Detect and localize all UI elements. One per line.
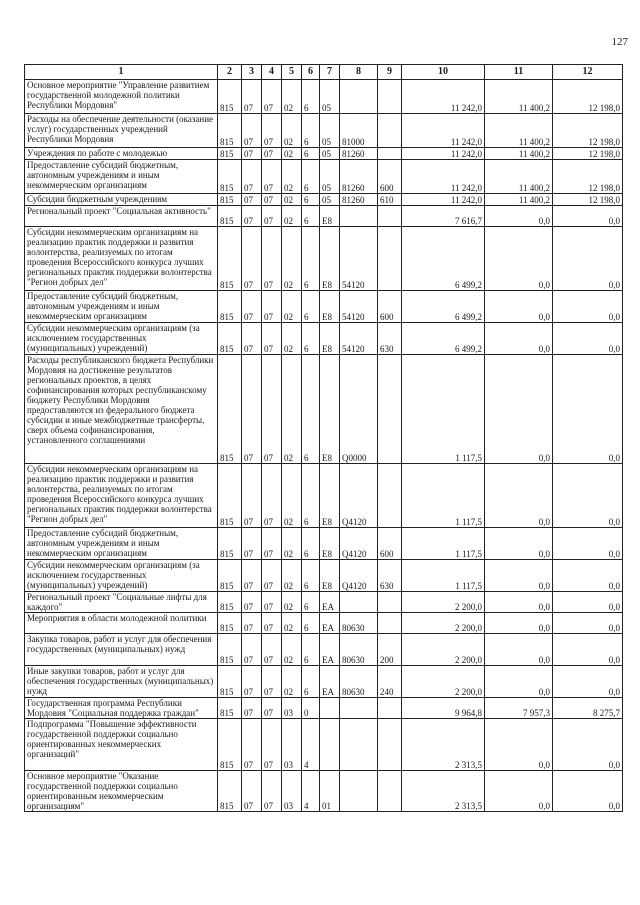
cell-col-10: 6 499,2 (402, 323, 485, 355)
cell-col-7: 05 (320, 80, 340, 114)
table-row (25, 666, 623, 698)
cell-col-11: 0,0 (485, 227, 553, 291)
cell-col-7: E8 (320, 355, 340, 464)
cell-col-8 (340, 771, 378, 812)
cell-col-2: 815 (218, 206, 242, 227)
cell-col-2: 815 (218, 323, 242, 355)
cell-col-9 (378, 698, 402, 719)
cell-col-6: 6 (302, 355, 320, 464)
cell-col-5: 03 (282, 698, 302, 719)
cell-col-12: 0,0 (553, 771, 623, 812)
cell-col-3: 07 (242, 291, 262, 323)
cell-col-3: 07 (242, 528, 262, 560)
cell-col-4: 07 (262, 148, 282, 160)
table-row (25, 560, 623, 592)
cell-col-7: E8 (320, 464, 340, 528)
cell-col-6: 6 (302, 80, 320, 114)
cell-col-5: 02 (282, 160, 302, 194)
cell-col-8 (340, 206, 378, 227)
cell-col-6: 6 (302, 227, 320, 291)
cell-col-12: 0,0 (553, 291, 623, 323)
column-header: 2 (218, 65, 242, 80)
cell-col-6: 6 (302, 160, 320, 194)
cell-col-6: 0 (302, 698, 320, 719)
cell-col-6: 6 (302, 194, 320, 206)
cell-col-5: 02 (282, 666, 302, 698)
cell-col-10: 11 242,0 (402, 194, 485, 206)
column-header: 1 (25, 65, 218, 80)
cell-col-6: 6 (302, 613, 320, 634)
cell-col-4: 07 (262, 528, 282, 560)
cell-col-8: 80630 (340, 666, 378, 698)
cell-col-11: 0,0 (485, 666, 553, 698)
cell-col-2: 815 (218, 80, 242, 114)
cell-col-6: 6 (302, 291, 320, 323)
column-header: 7 (320, 65, 340, 80)
cell-col-5: 03 (282, 771, 302, 812)
cell-col-3: 07 (242, 464, 262, 528)
cell-col-11: 0,0 (485, 613, 553, 634)
cell-col-6: 4 (302, 719, 320, 771)
column-header: 3 (242, 65, 262, 80)
cell-col-10: 9 964,8 (402, 698, 485, 719)
cell-col-9 (378, 80, 402, 114)
cell-col-6: 6 (302, 666, 320, 698)
cell-col-9 (378, 592, 402, 613)
cell-col-12: 0,0 (553, 634, 623, 666)
cell-col-10: 2 200,0 (402, 592, 485, 613)
column-header: 5 (282, 65, 302, 80)
cell-col-2: 815 (218, 148, 242, 160)
cell-col-6: 6 (302, 528, 320, 560)
cell-col-3: 07 (242, 355, 262, 464)
cell-row-name: Расходы республиканского бюджета Республики Мордовия на достижение результатов региональных проектов, в целях софинансирования которых республиканскому бюджету Республики Мордовия предоставляются из федерального бюджета субсидии и иные межбюджетные трансферты, сверх объема софинансирования, установленного соглашениями (25, 355, 218, 464)
cell-col-9 (378, 355, 402, 464)
cell-col-8 (340, 698, 378, 719)
cell-col-9 (378, 148, 402, 160)
table-row (25, 206, 623, 227)
cell-col-3: 07 (242, 148, 262, 160)
cell-col-10: 1 117,5 (402, 355, 485, 464)
table-row (25, 291, 623, 323)
cell-col-7 (320, 719, 340, 771)
cell-col-3: 07 (242, 613, 262, 634)
cell-col-7: E8 (320, 291, 340, 323)
cell-col-4: 07 (262, 560, 282, 592)
cell-col-11: 0,0 (485, 560, 553, 592)
cell-row-name: Мероприятия в области молодежной политики (25, 613, 218, 634)
cell-row-name: Субсидии бюджетным учреждениям (25, 194, 218, 206)
cell-col-4: 07 (262, 613, 282, 634)
table-row (25, 592, 623, 613)
cell-row-name: Основное мероприятие "Управление развитием государственной молодежной политики Республики Мордовия" (25, 80, 218, 114)
table-row (25, 80, 623, 114)
cell-row-name: Предоставление субсидий бюджетным, автономным учреждениям и иным некоммерческим организациям (25, 160, 218, 194)
table-row (25, 771, 623, 812)
cell-col-3: 07 (242, 227, 262, 291)
cell-col-9: 600 (378, 528, 402, 560)
column-header: 9 (378, 65, 402, 80)
table-row (25, 464, 623, 528)
cell-col-9 (378, 114, 402, 148)
cell-col-3: 07 (242, 160, 262, 194)
cell-col-11: 0,0 (485, 323, 553, 355)
cell-col-2: 815 (218, 355, 242, 464)
table-row (25, 323, 623, 355)
cell-col-12: 0,0 (553, 355, 623, 464)
cell-col-10: 2 200,0 (402, 613, 485, 634)
cell-col-5: 02 (282, 194, 302, 206)
cell-row-name: Основное мероприятие "Оказание государственной поддержки социально ориентированным некоммерческим организациям" (25, 771, 218, 812)
cell-col-7: E8 (320, 560, 340, 592)
cell-col-7: E8 (320, 323, 340, 355)
cell-col-2: 815 (218, 464, 242, 528)
page-number: 127 (611, 36, 628, 48)
cell-col-10: 11 242,0 (402, 148, 485, 160)
cell-col-2: 815 (218, 114, 242, 148)
cell-col-10: 7 616,7 (402, 206, 485, 227)
cell-col-10: 1 117,5 (402, 528, 485, 560)
cell-col-5: 02 (282, 80, 302, 114)
cell-col-10: 1 117,5 (402, 464, 485, 528)
cell-col-11: 11 400,2 (485, 160, 553, 194)
cell-col-6: 4 (302, 771, 320, 812)
cell-col-3: 07 (242, 80, 262, 114)
cell-col-6: 6 (302, 464, 320, 528)
cell-col-11: 0,0 (485, 355, 553, 464)
cell-row-name: Субсидии некоммерческим организациям (за исключением государственных (муниципальных) учреждений) (25, 560, 218, 592)
cell-col-12: 12 198,0 (553, 80, 623, 114)
cell-col-3: 07 (242, 771, 262, 812)
cell-col-5: 02 (282, 592, 302, 613)
column-header: 11 (485, 65, 553, 80)
cell-col-5: 02 (282, 464, 302, 528)
cell-col-7: E8 (320, 227, 340, 291)
table-header (25, 65, 623, 80)
cell-col-2: 815 (218, 194, 242, 206)
cell-col-12: 0,0 (553, 666, 623, 698)
cell-col-4: 07 (262, 160, 282, 194)
cell-col-8 (340, 719, 378, 771)
cell-row-name: Подпрограмма "Повышение эффективности государственной поддержки социально ориентированных некоммерческих организаций" (25, 719, 218, 771)
cell-col-9: 600 (378, 291, 402, 323)
table-body (25, 80, 623, 812)
cell-col-10: 2 313,5 (402, 771, 485, 812)
column-header: 8 (340, 65, 378, 80)
cell-col-5: 02 (282, 148, 302, 160)
cell-col-10: 2 200,0 (402, 634, 485, 666)
cell-col-11: 11 400,2 (485, 194, 553, 206)
cell-col-9 (378, 206, 402, 227)
cell-col-8: 80630 (340, 634, 378, 666)
cell-col-8: 80630 (340, 613, 378, 634)
cell-col-10: 1 117,5 (402, 560, 485, 592)
cell-col-3: 07 (242, 592, 262, 613)
cell-col-11: 11 400,2 (485, 114, 553, 148)
cell-col-12: 8 275,7 (553, 698, 623, 719)
cell-col-2: 815 (218, 666, 242, 698)
cell-row-name: Расходы на обеспечение деятельности (оказание услуг) государственных учреждений Республики Мордовия (25, 114, 218, 148)
cell-col-8 (340, 80, 378, 114)
cell-row-name: Субсидии некоммерческим организациям на реализацию практик поддержки и развития волонтерства, реализуемых по итогам проведения Всероссийского конкурса лучших региональных практик поддержки волонтерства "Регион добрых дел" (25, 227, 218, 291)
column-header: 10 (402, 65, 485, 80)
cell-col-6: 6 (302, 206, 320, 227)
cell-col-2: 815 (218, 698, 242, 719)
cell-col-12: 12 198,0 (553, 160, 623, 194)
cell-col-8: 81260 (340, 160, 378, 194)
cell-col-2: 815 (218, 719, 242, 771)
cell-col-4: 07 (262, 194, 282, 206)
cell-col-7 (320, 698, 340, 719)
cell-col-9 (378, 719, 402, 771)
cell-col-12: 12 198,0 (553, 194, 623, 206)
column-header: 6 (302, 65, 320, 80)
cell-col-10: 11 242,0 (402, 114, 485, 148)
cell-col-4: 07 (262, 464, 282, 528)
cell-col-2: 815 (218, 560, 242, 592)
cell-row-name: Учреждения по работе с молодежью (25, 148, 218, 160)
cell-col-11: 11 400,2 (485, 80, 553, 114)
table-row (25, 160, 623, 194)
cell-col-7: 05 (320, 160, 340, 194)
cell-col-3: 07 (242, 698, 262, 719)
cell-col-9 (378, 227, 402, 291)
cell-col-5: 02 (282, 227, 302, 291)
cell-row-name: Субсидии некоммерческим организациям на реализацию практик поддержки и развития волонтерства, реализуемых по итогам проведения Всероссийского конкурса лучших региональных практик поддержки волонтерства "Регион добрых дел" (25, 464, 218, 528)
cell-col-10: 6 499,2 (402, 291, 485, 323)
cell-col-4: 07 (262, 80, 282, 114)
cell-col-10: 6 499,2 (402, 227, 485, 291)
table-row (25, 613, 623, 634)
cell-row-name: Предоставление субсидий бюджетным, автономным учреждениям и иным некоммерческим организациям (25, 291, 218, 323)
cell-col-4: 07 (262, 771, 282, 812)
cell-col-8: Q4120 (340, 560, 378, 592)
cell-col-4: 07 (262, 227, 282, 291)
table-row (25, 355, 623, 464)
cell-col-7: EA (320, 634, 340, 666)
table-row (25, 114, 623, 148)
cell-col-12: 0,0 (553, 464, 623, 528)
cell-col-10: 11 242,0 (402, 80, 485, 114)
cell-col-4: 07 (262, 698, 282, 719)
cell-col-2: 815 (218, 592, 242, 613)
cell-col-10: 11 242,0 (402, 160, 485, 194)
cell-col-5: 02 (282, 291, 302, 323)
cell-col-11: 0,0 (485, 528, 553, 560)
cell-col-12: 12 198,0 (553, 114, 623, 148)
cell-col-9: 610 (378, 194, 402, 206)
cell-col-3: 07 (242, 323, 262, 355)
table-row (25, 698, 623, 719)
cell-col-3: 07 (242, 719, 262, 771)
cell-col-12: 0,0 (553, 323, 623, 355)
cell-col-7: 01 (320, 771, 340, 812)
cell-col-2: 815 (218, 771, 242, 812)
cell-col-2: 815 (218, 634, 242, 666)
table-row (25, 528, 623, 560)
cell-col-11: 7 957,3 (485, 698, 553, 719)
cell-col-12: 0,0 (553, 227, 623, 291)
cell-col-8: Q4120 (340, 528, 378, 560)
cell-row-name: Предоставление субсидий бюджетным, автономным учреждениям и иным некоммерческим организациям (25, 528, 218, 560)
cell-col-5: 02 (282, 560, 302, 592)
cell-col-4: 07 (262, 592, 282, 613)
cell-col-2: 815 (218, 160, 242, 194)
cell-col-5: 03 (282, 719, 302, 771)
cell-col-12: 0,0 (553, 719, 623, 771)
cell-col-6: 6 (302, 114, 320, 148)
cell-col-3: 07 (242, 560, 262, 592)
cell-col-3: 07 (242, 634, 262, 666)
cell-col-4: 07 (262, 323, 282, 355)
cell-col-4: 07 (262, 291, 282, 323)
cell-col-4: 07 (262, 206, 282, 227)
cell-col-8: 81260 (340, 148, 378, 160)
cell-col-5: 02 (282, 355, 302, 464)
cell-row-name: Региональный проект "Социальные лифты для каждого" (25, 592, 218, 613)
cell-col-8: 81000 (340, 114, 378, 148)
cell-col-12: 12 198,0 (553, 148, 623, 160)
cell-col-3: 07 (242, 194, 262, 206)
table-row (25, 194, 623, 206)
cell-col-7: EA (320, 592, 340, 613)
cell-col-6: 6 (302, 323, 320, 355)
cell-col-6: 6 (302, 148, 320, 160)
cell-col-7: EA (320, 666, 340, 698)
cell-col-8: 54120 (340, 227, 378, 291)
cell-col-4: 07 (262, 634, 282, 666)
column-header: 12 (553, 65, 623, 80)
cell-col-9 (378, 613, 402, 634)
cell-col-7: E8 (320, 528, 340, 560)
table-row (25, 227, 623, 291)
cell-row-name: Государственная программа Республики Мордовия "Социальная поддержка граждан" (25, 698, 218, 719)
cell-col-11: 11 400,2 (485, 148, 553, 160)
cell-col-10: 2 200,0 (402, 666, 485, 698)
cell-col-2: 815 (218, 291, 242, 323)
cell-col-11: 0,0 (485, 719, 553, 771)
cell-col-12: 0,0 (553, 206, 623, 227)
cell-col-6: 6 (302, 592, 320, 613)
cell-col-2: 815 (218, 528, 242, 560)
cell-col-8: Q0000 (340, 355, 378, 464)
cell-col-7: 05 (320, 114, 340, 148)
cell-col-4: 07 (262, 114, 282, 148)
cell-col-12: 0,0 (553, 592, 623, 613)
cell-col-11: 0,0 (485, 634, 553, 666)
cell-col-11: 0,0 (485, 291, 553, 323)
cell-col-5: 02 (282, 323, 302, 355)
cell-col-8: 81260 (340, 194, 378, 206)
cell-col-7: E8 (320, 206, 340, 227)
cell-col-5: 02 (282, 528, 302, 560)
cell-col-11: 0,0 (485, 592, 553, 613)
cell-col-9: 200 (378, 634, 402, 666)
cell-col-9: 600 (378, 160, 402, 194)
cell-col-8: 54120 (340, 323, 378, 355)
cell-col-7: 05 (320, 148, 340, 160)
cell-col-9: 240 (378, 666, 402, 698)
cell-row-name: Иные закупки товаров, работ и услуг для обеспечения государственных (муниципальных) нужд (25, 666, 218, 698)
cell-col-10: 2 313,5 (402, 719, 485, 771)
cell-col-4: 07 (262, 666, 282, 698)
cell-col-11: 0,0 (485, 464, 553, 528)
cell-col-12: 0,0 (553, 613, 623, 634)
cell-col-5: 02 (282, 613, 302, 634)
cell-col-5: 02 (282, 206, 302, 227)
cell-col-7: EA (320, 613, 340, 634)
cell-col-2: 815 (218, 227, 242, 291)
cell-col-12: 0,0 (553, 528, 623, 560)
cell-col-11: 0,0 (485, 771, 553, 812)
cell-col-9 (378, 464, 402, 528)
cell-col-6: 6 (302, 634, 320, 666)
cell-col-11: 0,0 (485, 206, 553, 227)
cell-col-8 (340, 592, 378, 613)
cell-col-4: 07 (262, 355, 282, 464)
cell-row-name: Региональный проект "Социальная активность" (25, 206, 218, 227)
cell-col-4: 07 (262, 719, 282, 771)
cell-row-name: Закупка товаров, работ и услуг для обеспечения государственных (муниципальных) нужд (25, 634, 218, 666)
cell-col-8: Q4120 (340, 464, 378, 528)
cell-col-5: 02 (282, 634, 302, 666)
cell-col-6: 6 (302, 560, 320, 592)
cell-col-12: 0,0 (553, 560, 623, 592)
table-row (25, 719, 623, 771)
table-row (25, 148, 623, 160)
cell-row-name: Субсидии некоммерческим организациям (за исключением государственных (муниципальных) учреждений) (25, 323, 218, 355)
cell-col-2: 815 (218, 613, 242, 634)
cell-col-9 (378, 771, 402, 812)
cell-col-9: 630 (378, 560, 402, 592)
budget-table (24, 64, 623, 812)
cell-col-5: 02 (282, 114, 302, 148)
table-row (25, 634, 623, 666)
cell-col-9: 630 (378, 323, 402, 355)
column-header: 4 (262, 65, 282, 80)
cell-col-3: 07 (242, 666, 262, 698)
cell-col-8: 54120 (340, 291, 378, 323)
cell-col-7: 05 (320, 194, 340, 206)
cell-col-3: 07 (242, 206, 262, 227)
cell-col-3: 07 (242, 114, 262, 148)
